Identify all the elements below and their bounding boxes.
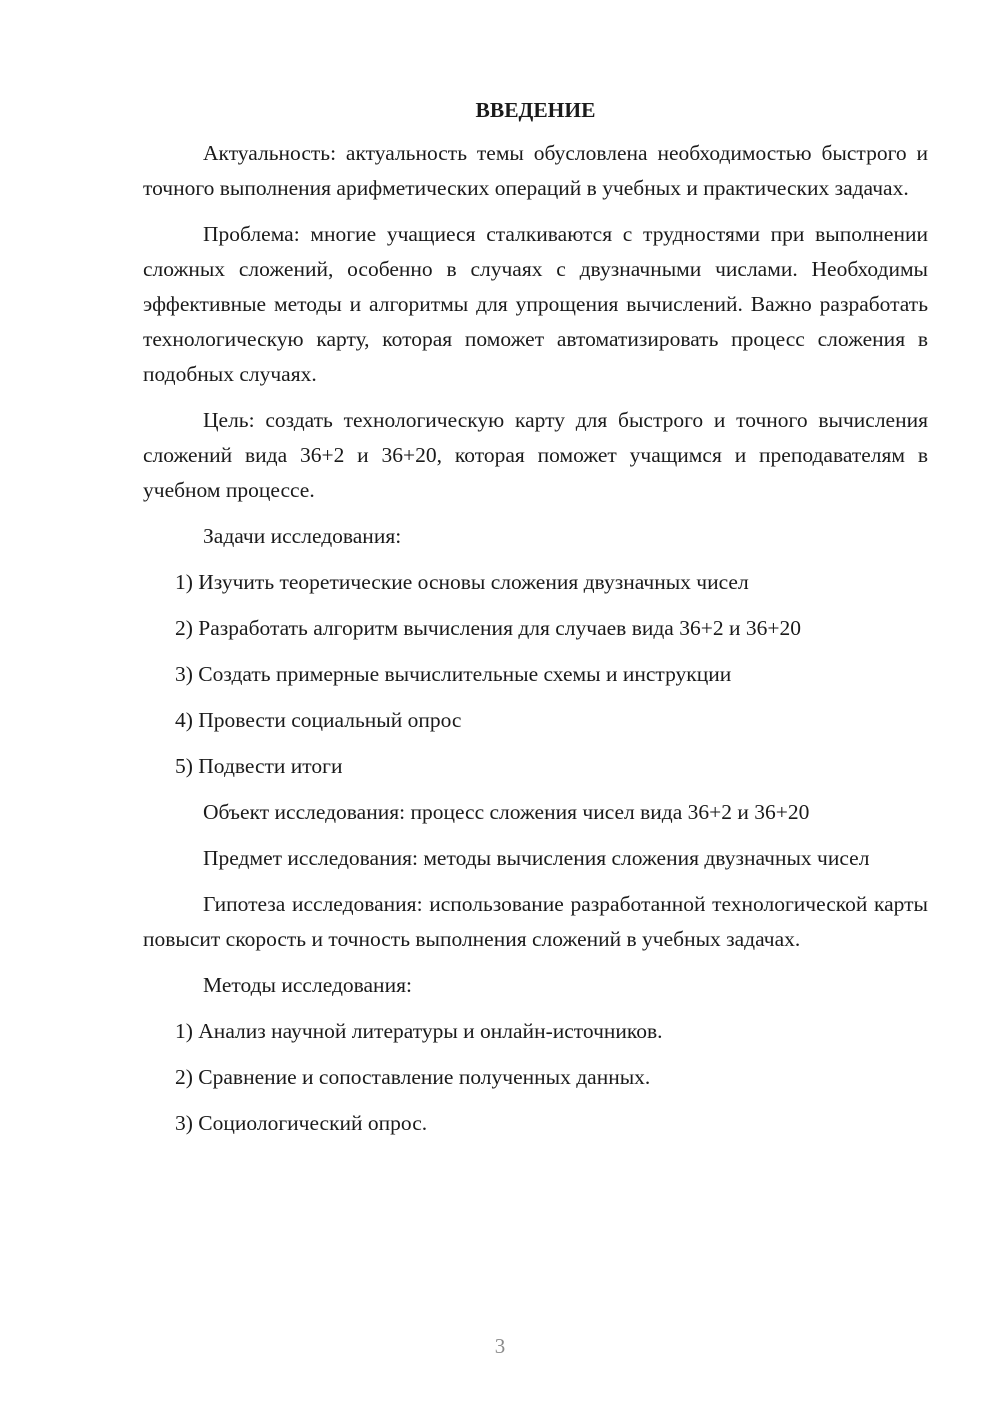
document-page (143, 94, 928, 1152)
task-item: 3) Создать примерные вычислительные схемы и инструкции (175, 662, 732, 686)
task-item: 5) Подвести итоги (175, 754, 343, 778)
task-item: 4) Провести социальный опрос (175, 708, 462, 732)
hypothesis-paragraph: Гипотеза исследования: использование разработанной технологической карты повысит скорость и точность выполнения сложений в учебных задачах. (143, 892, 928, 951)
goal-paragraph: Цель: создать технологическую карту для быстрого и точного вычисления сложений вида 36+2 и 36+20, которая поможет учащимся и преподавателям в учебном процессе. (143, 408, 928, 502)
task-item: 2) Разработать алгоритм вычисления для случаев вида 36+2 и 36+20 (175, 616, 801, 640)
tasks-heading: Задачи исследования: (203, 524, 402, 548)
subject-paragraph: Предмет исследования: методы вычисления сложения двузначных чисел (203, 846, 870, 870)
task-item: 1) Изучить теоретические основы сложения двузначных чисел (175, 570, 749, 594)
method-item: 1) Анализ научной литературы и онлайн-источников. (175, 1019, 663, 1043)
method-item: 2) Сравнение и сопоставление полученных данных. (175, 1065, 651, 1089)
methods-heading: Методы исследования: (203, 973, 412, 997)
method-item: 3) Социологический опрос. (175, 1111, 428, 1135)
object-paragraph: Объект исследования: процесс сложения чисел вида 36+2 и 36+20 (203, 800, 810, 824)
page-title: ВВЕДЕНИЕ (475, 98, 596, 122)
page-number: 3 (494, 1334, 506, 1358)
relevance-paragraph: Актуальность: актуальность темы обусловлена необходимостью быстрого и точного выполнения арифметических операций в учебных и практических задачах. (143, 141, 928, 200)
problem-paragraph: Проблема: многие учащиеся сталкиваются с трудностями при выполнении сложных сложений, особенно в случаях с двузначными числами. Необходимы эффективные методы и алгоритмы для упрощения вычислений. Важно разработать технологическую карту, которая поможет автоматизировать процесс сложения в подобных случаях. (143, 222, 928, 386)
